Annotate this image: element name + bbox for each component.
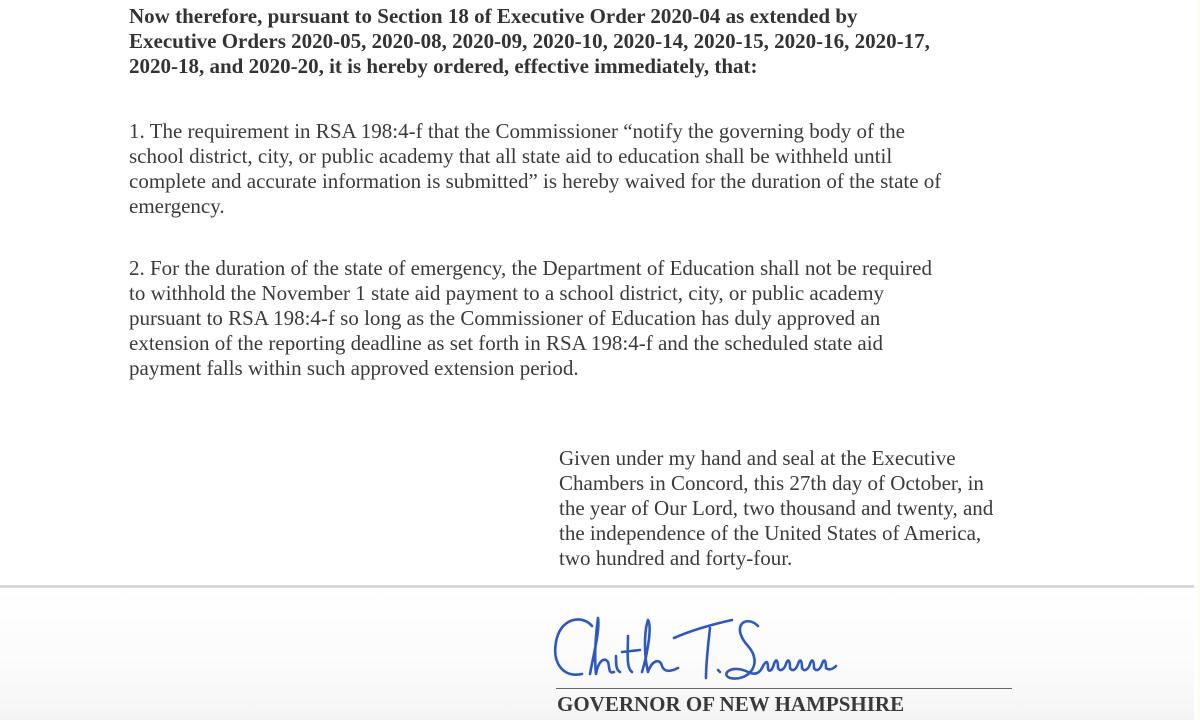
order-item-line: to withhold the November 1 state aid payment to a school district, city, or public academy [129, 281, 885, 305]
signature-stroke [590, 618, 614, 674]
order-item-line: extension of the reporting deadline as set forth in RSA 198:4-f and the scheduled state aid [129, 331, 884, 355]
signature-stroke [642, 620, 678, 672]
signature-stroke [726, 621, 762, 678]
signature-stroke [762, 661, 836, 671]
signature-stroke [616, 656, 620, 672]
order-item-2 [129, 256, 1189, 381]
signature-stroke [555, 619, 592, 674]
closing-line: Chambers in Concord, this 27th day of October, in [559, 471, 984, 495]
preamble-line: Executive Orders 2020-05, 2020-08, 2020-09, 2020-10, 2020-14, 2020-15, 2020-16, 2020-17, [129, 29, 930, 53]
order-item-line: pursuant to RSA 198:4-f so long as the Commissioner of Education has duly approved an [129, 306, 881, 330]
order-item-line: payment falls within such approved extension period. [129, 356, 579, 380]
preamble-line: Now therefore, pursuant to Section 18 of Executive Order 2020-04 as extended by [129, 4, 858, 28]
preamble-paragraph [129, 4, 1189, 79]
closing-attestation [559, 446, 993, 571]
signature-stroke [718, 670, 720, 672]
order-item-line: school district, city, or public academy that all state aid to education shall be withheld until [129, 144, 893, 168]
closing-line: the year of Our Lord, two thousand and twenty, and [559, 496, 994, 520]
order-item-1 [129, 119, 1189, 219]
closing-line: two hundred and forty-four. [559, 546, 793, 570]
closing-line: the independence of the United States of America, [559, 521, 982, 545]
order-item-line: complete and accurate information is submitted” is hereby waived for the duration of the state of [129, 169, 942, 193]
order-item-line: 2. For the duration of the state of emergency, the Department of Education shall not be required [129, 256, 932, 280]
order-item-line: 1. The requirement in RSA 198:4-f that the Commissioner “notify the governing body of the [129, 119, 905, 143]
signature-stroke [622, 636, 640, 672]
handwritten-signature [552, 612, 912, 690]
signature-stroke [674, 620, 732, 678]
page-edge [1194, 0, 1200, 720]
closing-line: Given under my hand and seal at the Executive [559, 446, 956, 470]
order-item-line: emergency. [129, 194, 225, 218]
signatory-title: GOVERNOR OF NEW HAMPSHIRE [557, 692, 905, 716]
signature-line [556, 688, 1012, 689]
preamble-line: 2020-18, and 2020-20, it is hereby ordered, effective immediately, that: [129, 54, 758, 78]
